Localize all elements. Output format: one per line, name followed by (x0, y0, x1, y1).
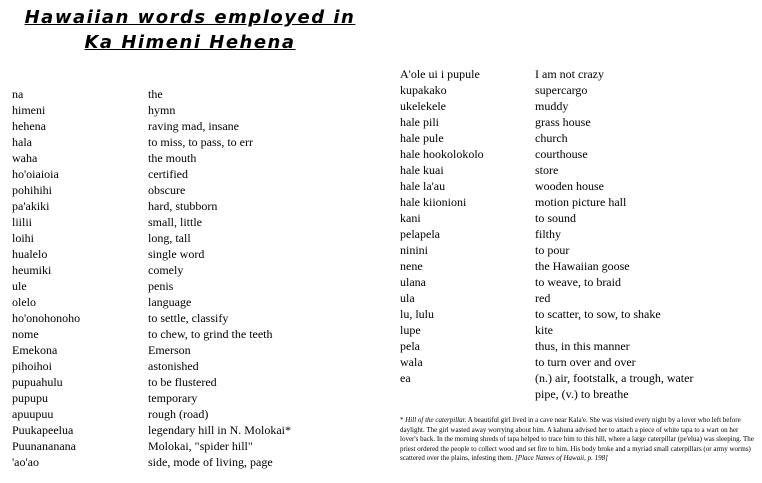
hawaiian-word: pelapela (400, 227, 440, 241)
english-definition: to chew, to grind the teeth (148, 327, 273, 341)
english-definition: (n.) air, footstalk, a trough, water (535, 371, 694, 385)
word-row (12, 342, 302, 358)
hawaiian-word: lupe (400, 323, 421, 337)
word-row (400, 338, 740, 354)
hawaiian-word: nome (12, 327, 39, 341)
word-row (400, 242, 740, 258)
english-definition: to scatter, to sow, to shake (535, 307, 661, 321)
hawaiian-word: pela (400, 339, 420, 353)
hawaiian-word: hehena (12, 119, 46, 133)
word-row (12, 310, 302, 326)
english-definition: language (148, 295, 192, 309)
hawaiian-word: ula (400, 291, 415, 305)
hawaiian-word: hale kiionioni (400, 195, 467, 209)
left-word-list (12, 86, 302, 470)
english-definition: the Hawaiian goose (535, 259, 630, 273)
hawaiian-word: Puukapeelua (12, 423, 74, 437)
english-definition: temporary (148, 391, 198, 405)
word-row (12, 150, 302, 166)
hawaiian-word: ea (400, 371, 411, 385)
hawaiian-word: hale pule (400, 131, 444, 145)
word-row (12, 454, 302, 470)
word-row (400, 322, 740, 338)
word-row (12, 246, 302, 262)
english-definition: hymn (148, 103, 176, 117)
hawaiian-word: pupupu (12, 391, 48, 405)
english-definition: astonished (148, 359, 199, 373)
title-line-1: Hawaiian words employed in (24, 7, 356, 28)
word-row (12, 134, 302, 150)
word-row (12, 374, 302, 390)
english-definition: obscure (148, 183, 186, 197)
word-row (12, 214, 302, 230)
hawaiian-word: lu, lulu (400, 307, 435, 321)
hawaiian-word: A'ole ui i pupule (400, 67, 480, 81)
word-row (12, 278, 302, 294)
title-line-2: Ka Himeni Hehena (84, 32, 296, 53)
english-definition: Molokai, "spider hill" (148, 439, 253, 453)
word-row (400, 354, 740, 370)
hawaiian-word: hale la'au (400, 179, 446, 193)
word-row (400, 146, 740, 162)
word-row (400, 290, 740, 306)
word-row (400, 162, 740, 178)
english-definition: the (148, 87, 163, 101)
word-row (400, 386, 740, 402)
english-definition: to weave, to braid (535, 275, 621, 289)
word-row (12, 326, 302, 342)
hawaiian-word: wala (400, 355, 423, 369)
hawaiian-word: ulana (400, 275, 426, 289)
word-row (12, 438, 302, 454)
hawaiian-word: 'ao'ao (12, 455, 39, 469)
hawaiian-word: pa'akiki (12, 199, 50, 213)
word-row (400, 370, 740, 386)
word-row (12, 262, 302, 278)
english-definition: hard, stubborn (148, 199, 218, 213)
english-definition: Emerson (148, 343, 191, 357)
english-definition: side, mode of living, page (148, 455, 273, 469)
english-definition: to miss, to pass, to err (148, 135, 253, 149)
hawaiian-word: pohihihi (12, 183, 53, 197)
word-row (12, 422, 302, 438)
hawaiian-word: ninini (400, 243, 429, 257)
word-row (12, 166, 302, 182)
word-row (12, 118, 302, 134)
english-definition: rough (road) (148, 407, 209, 421)
hawaiian-word: himeni (12, 103, 46, 117)
hawaiian-word: ule (12, 279, 27, 293)
word-row (400, 114, 740, 130)
hawaiian-word: apuupuu (12, 407, 54, 421)
english-definition: thus, in this manner (535, 339, 630, 353)
hawaiian-word: nene (400, 259, 423, 273)
english-definition: supercargo (535, 83, 588, 97)
hawaiian-word: hala (12, 135, 32, 149)
hawaiian-word: na (12, 87, 24, 101)
word-row (12, 198, 302, 214)
english-definition: pipe, (v.) to breathe (535, 387, 629, 401)
english-definition: legendary hill in N. Molokai* (148, 423, 291, 437)
footnote-marker: * (400, 416, 404, 424)
english-definition: to turn over and over (535, 355, 636, 369)
english-definition: kite (535, 323, 553, 337)
hawaiian-word: kani (400, 211, 421, 225)
word-row (400, 66, 740, 82)
english-definition: wooden house (535, 179, 604, 193)
hawaiian-word: waha (12, 151, 38, 165)
english-definition: long, tall (148, 231, 191, 245)
english-definition: penis (148, 279, 174, 293)
word-row (400, 226, 740, 242)
footnote-source: [Place Names of Hawaii, p. 198] (515, 454, 608, 462)
hawaiian-word: pihoihoi (12, 359, 53, 373)
word-row (12, 358, 302, 374)
word-row (400, 258, 740, 274)
hawaiian-word: kupakako (400, 83, 447, 97)
word-row (12, 294, 302, 310)
word-row (400, 98, 740, 114)
english-definition: grass house (535, 115, 591, 129)
word-row (12, 86, 302, 102)
english-definition: comely (148, 263, 184, 277)
hawaiian-word: ukelekele (400, 99, 446, 113)
word-row (12, 102, 302, 118)
hawaiian-word: Puunananana (12, 439, 76, 453)
hawaiian-word: hale kuai (400, 163, 444, 177)
english-definition: store (535, 163, 559, 177)
footnote-heading: Hill of the caterpillar. (405, 416, 467, 424)
word-row (400, 130, 740, 146)
english-definition: muddy (535, 99, 569, 113)
hawaiian-word: Emekona (12, 343, 58, 357)
english-definition: single word (148, 247, 205, 261)
word-row (400, 194, 740, 210)
word-row (400, 178, 740, 194)
english-definition: certified (148, 167, 188, 181)
word-row (400, 306, 740, 322)
word-row (400, 274, 740, 290)
hawaiian-word: ho'oiaioia (12, 167, 59, 181)
english-definition: to pour (535, 243, 570, 257)
english-definition: small, little (148, 215, 202, 229)
word-row (12, 390, 302, 406)
hawaiian-word: olelo (12, 295, 36, 309)
english-definition: to sound (535, 211, 577, 225)
hawaiian-word: ho'onohonoho (12, 311, 81, 325)
hawaiian-word: hualelo (12, 247, 48, 261)
english-definition: I am not crazy (535, 67, 604, 81)
word-row (12, 406, 302, 422)
english-definition: to settle, classify (148, 311, 229, 325)
word-row (400, 82, 740, 98)
footnote-body: A beautiful girl lived in a cave near Kala'e. She was visited every night by a lover who left before daylight. The girl wasted away worrying about him. A kahuna advised her to attach a piece of white tapa to a wart on her lover's back. In the morning shreds of tapa helped to trace him to this hill, where a large caterpillar (pe'elua) was sleeping. The priest ordered the people to collect wood and set fire to him. His body broke and a myriad small caterpillars (or army worms) scattered over the plains, infesting them. (400, 416, 754, 462)
right-word-list (400, 66, 740, 402)
english-definition: the mouth (148, 151, 197, 165)
hawaiian-word: loihi (12, 231, 35, 245)
footnote (400, 416, 756, 464)
english-definition: filthy (535, 227, 561, 241)
english-definition: motion picture hall (535, 195, 627, 209)
english-definition: church (535, 131, 568, 145)
hawaiian-word: heumiki (12, 263, 52, 277)
hawaiian-word: hale hookolokolo (400, 147, 484, 161)
hawaiian-word: liilii (12, 215, 33, 229)
word-row (12, 182, 302, 198)
hawaiian-word: pupuahulu (12, 375, 63, 389)
hawaiian-word: hale pili (400, 115, 439, 129)
english-definition: to be flustered (148, 375, 217, 389)
english-definition: raving mad, insane (148, 119, 239, 133)
english-definition: courthouse (535, 147, 588, 161)
word-row (400, 210, 740, 226)
english-definition: red (535, 291, 551, 305)
word-row (12, 230, 302, 246)
